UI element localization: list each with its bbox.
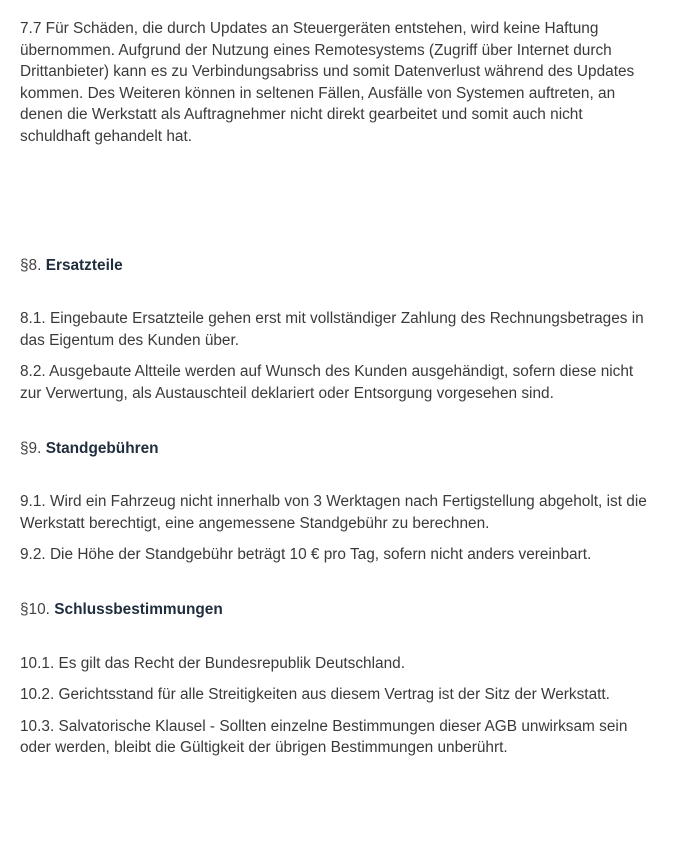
clause-8-1: 8.1. Eingebaute Ersatzteile gehen erst mit vollständiger Zahlung des Rechnungsbetrages in das Eigentum des Kunden über. bbox=[20, 310, 644, 349]
clause-10-3: 10.3. Salvatorische Klausel - Sollten einzelne Bestimmungen dieser AGB unwirksam sein oder werden, bleibt die Gültigkeit der übrigen Bestimmungen unberührt. bbox=[20, 717, 628, 757]
clause-10-1: 10.1. Es gilt das Recht der Bundesrepublik Deutschland. bbox=[20, 654, 405, 672]
section-8-heading bbox=[20, 255, 650, 277]
section-10-number: §10. bbox=[20, 600, 50, 618]
section-8-number: §8. bbox=[20, 256, 42, 274]
section-9-heading bbox=[20, 438, 650, 460]
clause-9-2: 9.2. Die Höhe der Standgebühr beträgt 10 € pro Tag, sofern nicht anders vereinbart. bbox=[20, 546, 592, 564]
section-10-heading bbox=[20, 599, 650, 621]
section-9-number: §9. bbox=[20, 439, 42, 457]
terms-document bbox=[20, 18, 650, 769]
section-8-title: Ersatzteile bbox=[45, 256, 123, 274]
section-9-title: Standgebühren bbox=[45, 439, 159, 457]
clause-8-2: 8.2. Ausgebaute Altteile werden auf Wunsch des Kunden ausgehändigt, sofern diese nicht zur Verwertung, als Austauschteil deklariert oder Entsorgung vorgesehen sind. bbox=[20, 363, 634, 402]
clause-7-7: 7.7 Für Schäden, die durch Updates an Steuergeräten entstehen, wird keine Haftung übernommen. Aufgrund der Nutzung eines Remotesystems (Zugriff über Internet durch Drittanbieter) kann es zu Verbindungsabriss und somit Datenverlust während des Updates kommen. Des Weiteren können in seltenen Fällen, Ausfälle von Systemen auftreten, an denen die Werkstatt als Auftragnehmer nicht direkt gearbeitet und somit auch nicht schuldhaft gehandelt hat. bbox=[20, 20, 635, 145]
section-10-title: Schlussbestimmungen bbox=[54, 600, 223, 618]
clause-10-2: 10.2. Gerichtsstand für alle Streitigkeiten aus diesem Vertrag ist der Sitz der Werkstatt. bbox=[20, 686, 610, 704]
clause-9-1: 9.1. Wird ein Fahrzeug nicht innerhalb von 3 Werktagen nach Fertigstellung abgeholt, ist die Werkstatt berechtigt, eine angemessene Standgebühr zu berechnen. bbox=[20, 493, 647, 532]
